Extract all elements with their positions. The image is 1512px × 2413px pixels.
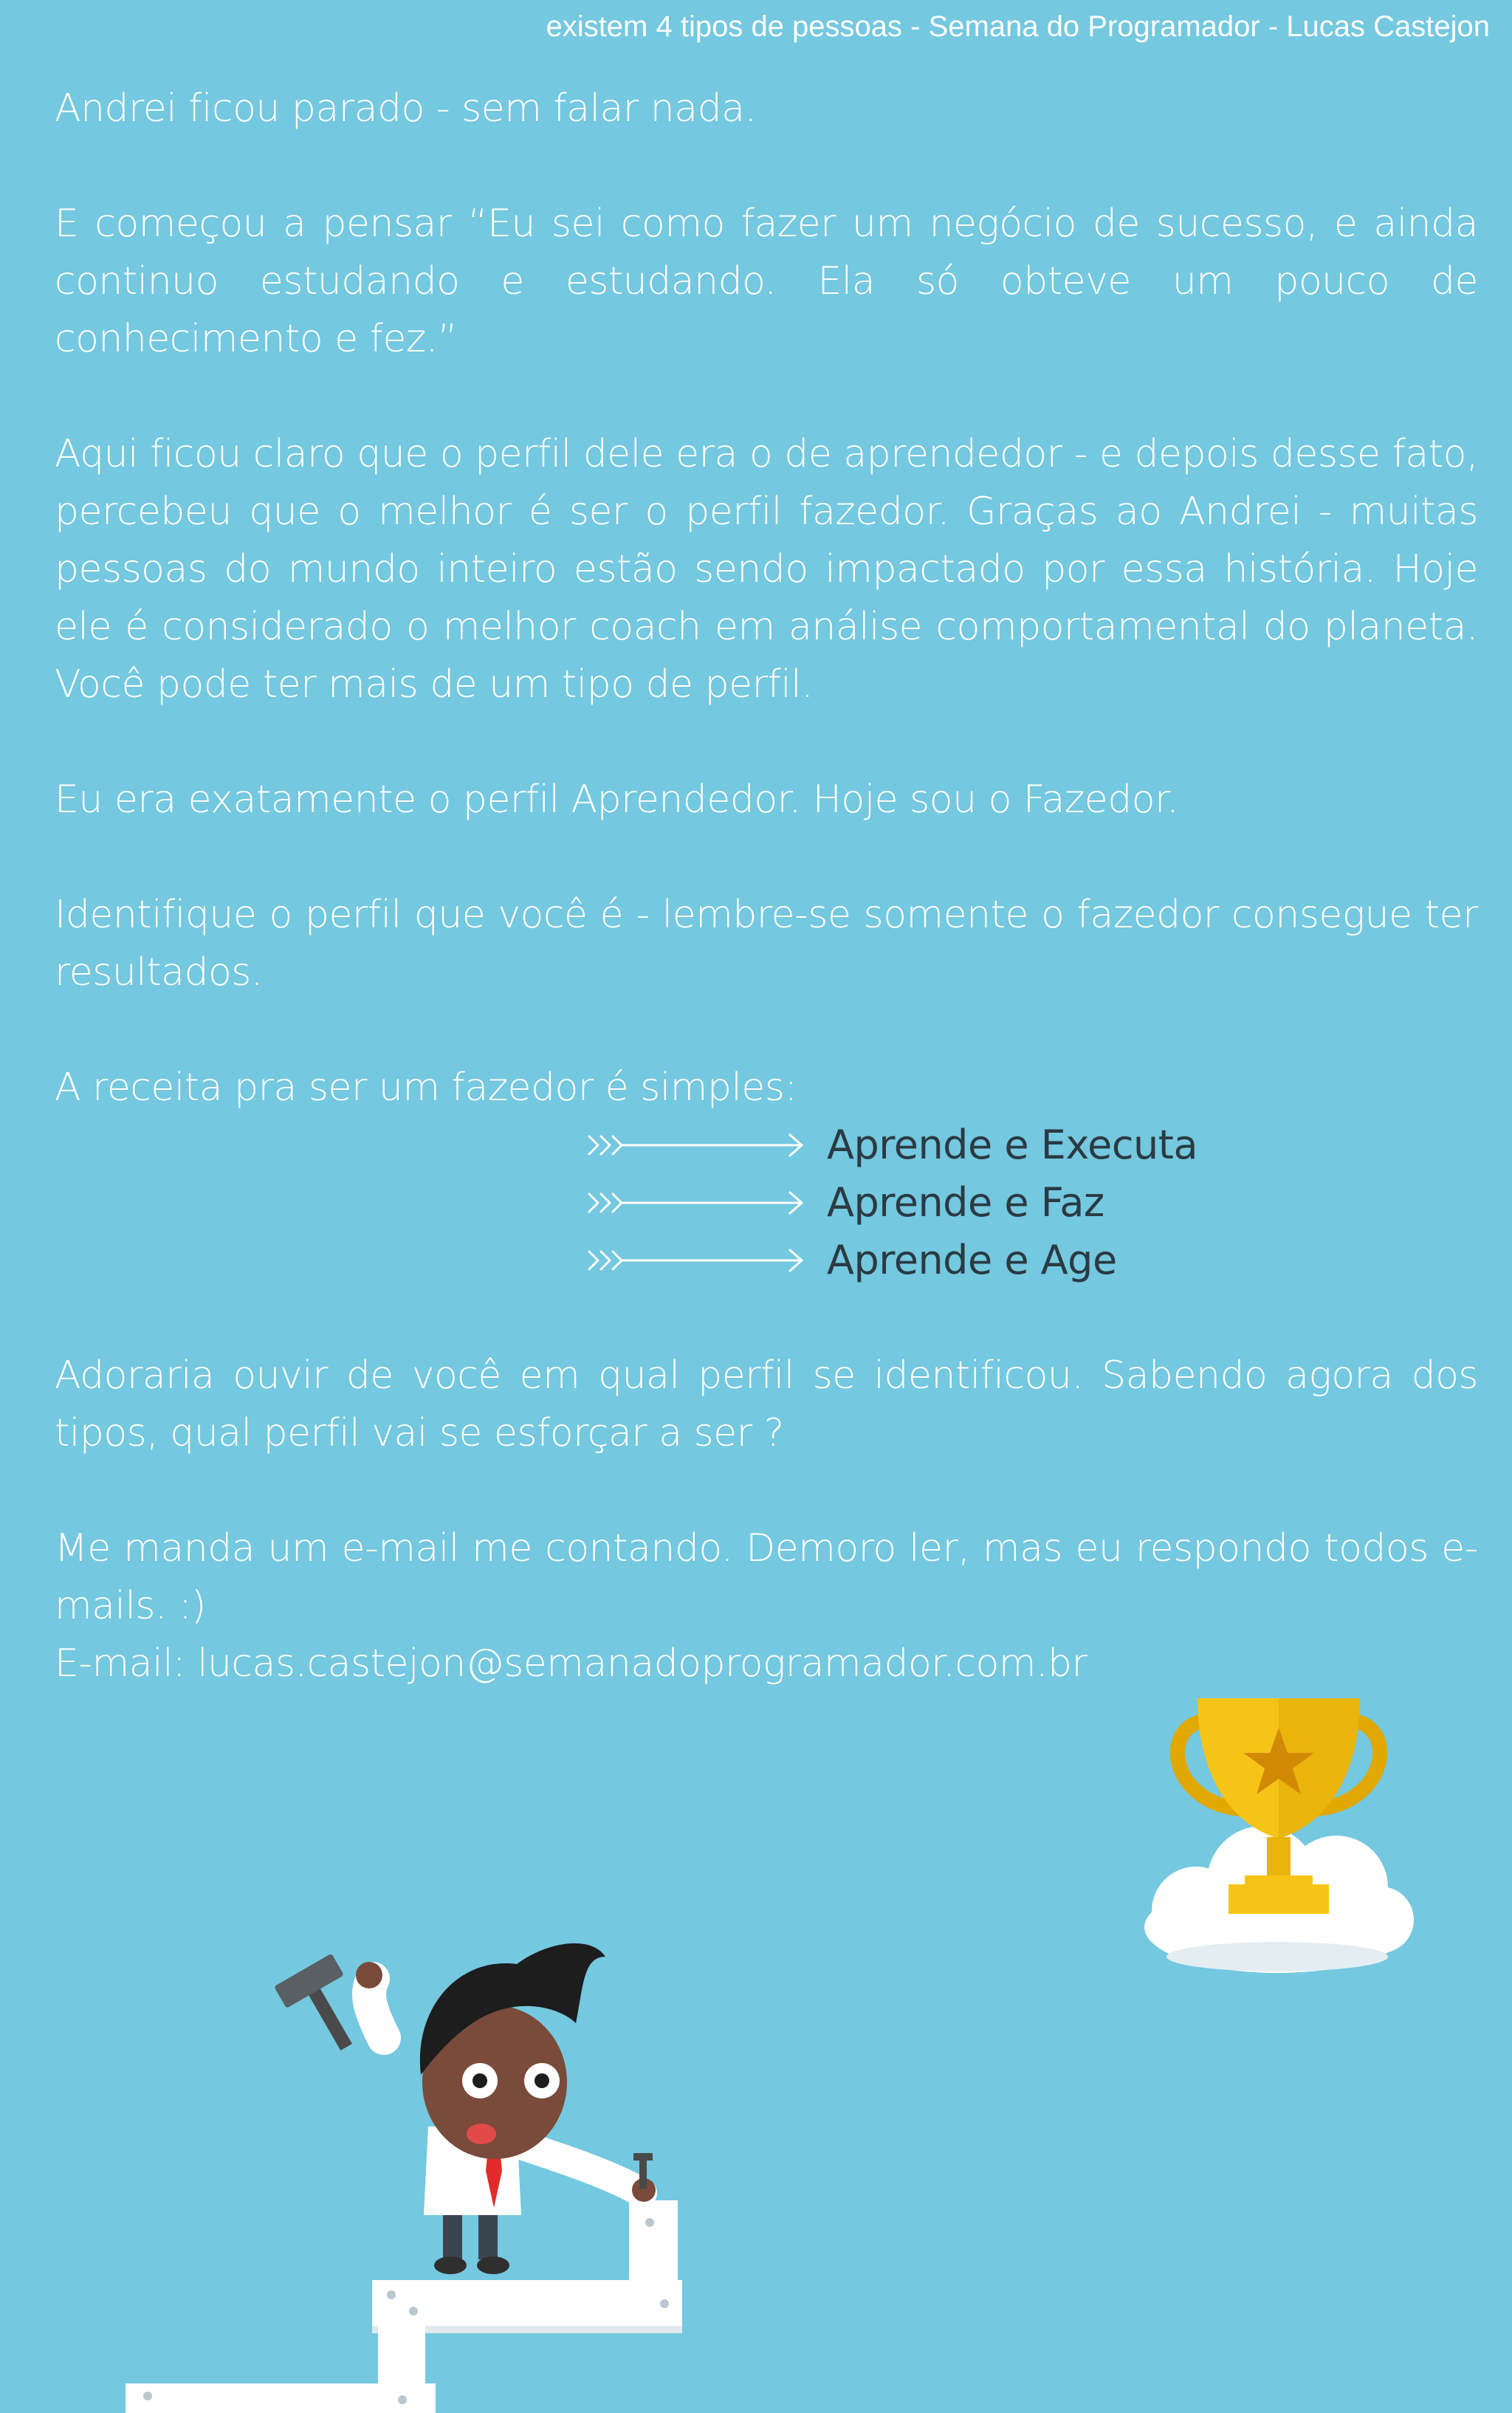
paragraph-4: Eu era exatamente o perfil Aprendedor. Hoje sou o Fazedor. [55, 778, 1179, 822]
paragraph-2: E começou a pensar “Eu sei como fazer um negócio de sucesso, e ainda continuo estudando e estudando. Ela só obteve um pouco de conhecimento e fez.” [55, 202, 1478, 361]
recipe-item-text: Aprende e Age [827, 1237, 1117, 1283]
paragraph-1: Andrei ficou parado - sem falar nada. [55, 86, 757, 131]
trophy-icon [1144, 1698, 1414, 1973]
recipe-list [55, 1116, 1478, 1289]
paragraph-8: Me manda um e-mail me contando. Demoro ler, mas eu respondo todos e-mails. :) [55, 1526, 1478, 1628]
paragraph-3: Aqui ficou claro que o perfil dele era o de aprendedor - e depois desse fato, percebeu que o melhor é ser o perfil fazedor. Graças ao Andrei - muitas pessoas do mundo inteiro estão sendo impactado por essa história. Hoje ele é considerado o melhor coach em análise comportamental do planeta. Você pode ter mais de um tipo de perfil. [55, 432, 1478, 707]
email-line: E-mail: lucas.castejon@semanadoprogramador.com.br [55, 1641, 1087, 1686]
businessman-icon [274, 1943, 656, 2274]
recipe-item-text: Aprende e Faz [827, 1179, 1104, 1226]
arrow-right-icon [586, 1188, 808, 1218]
document-body [55, 80, 1478, 1692]
steps-icon [126, 2200, 682, 2413]
recipe-item [586, 1232, 1478, 1289]
recipe-item [586, 1174, 1478, 1232]
arrow-right-icon [586, 1246, 808, 1275]
recipe-item-text: Aprende e Executa [827, 1122, 1198, 1168]
document-header: existem 4 tipos de pessoas - Semana do Programador - Lucas Castejon [546, 10, 1490, 43]
recipe-item [586, 1116, 1478, 1174]
paragraph-7: Adoraria ouvir de você em qual perfil se identificou. Sabendo agora dos tipos, qual perfil vai se esforçar a ser ? [55, 1353, 1478, 1455]
paragraph-5: Identifique o perfil que você é - lembre-se somente o fazedor consegue ter resultados. [55, 893, 1478, 995]
arrow-right-icon [586, 1130, 808, 1160]
paragraph-6: A receita pra ser um fazedor é simples: [55, 1065, 797, 1110]
